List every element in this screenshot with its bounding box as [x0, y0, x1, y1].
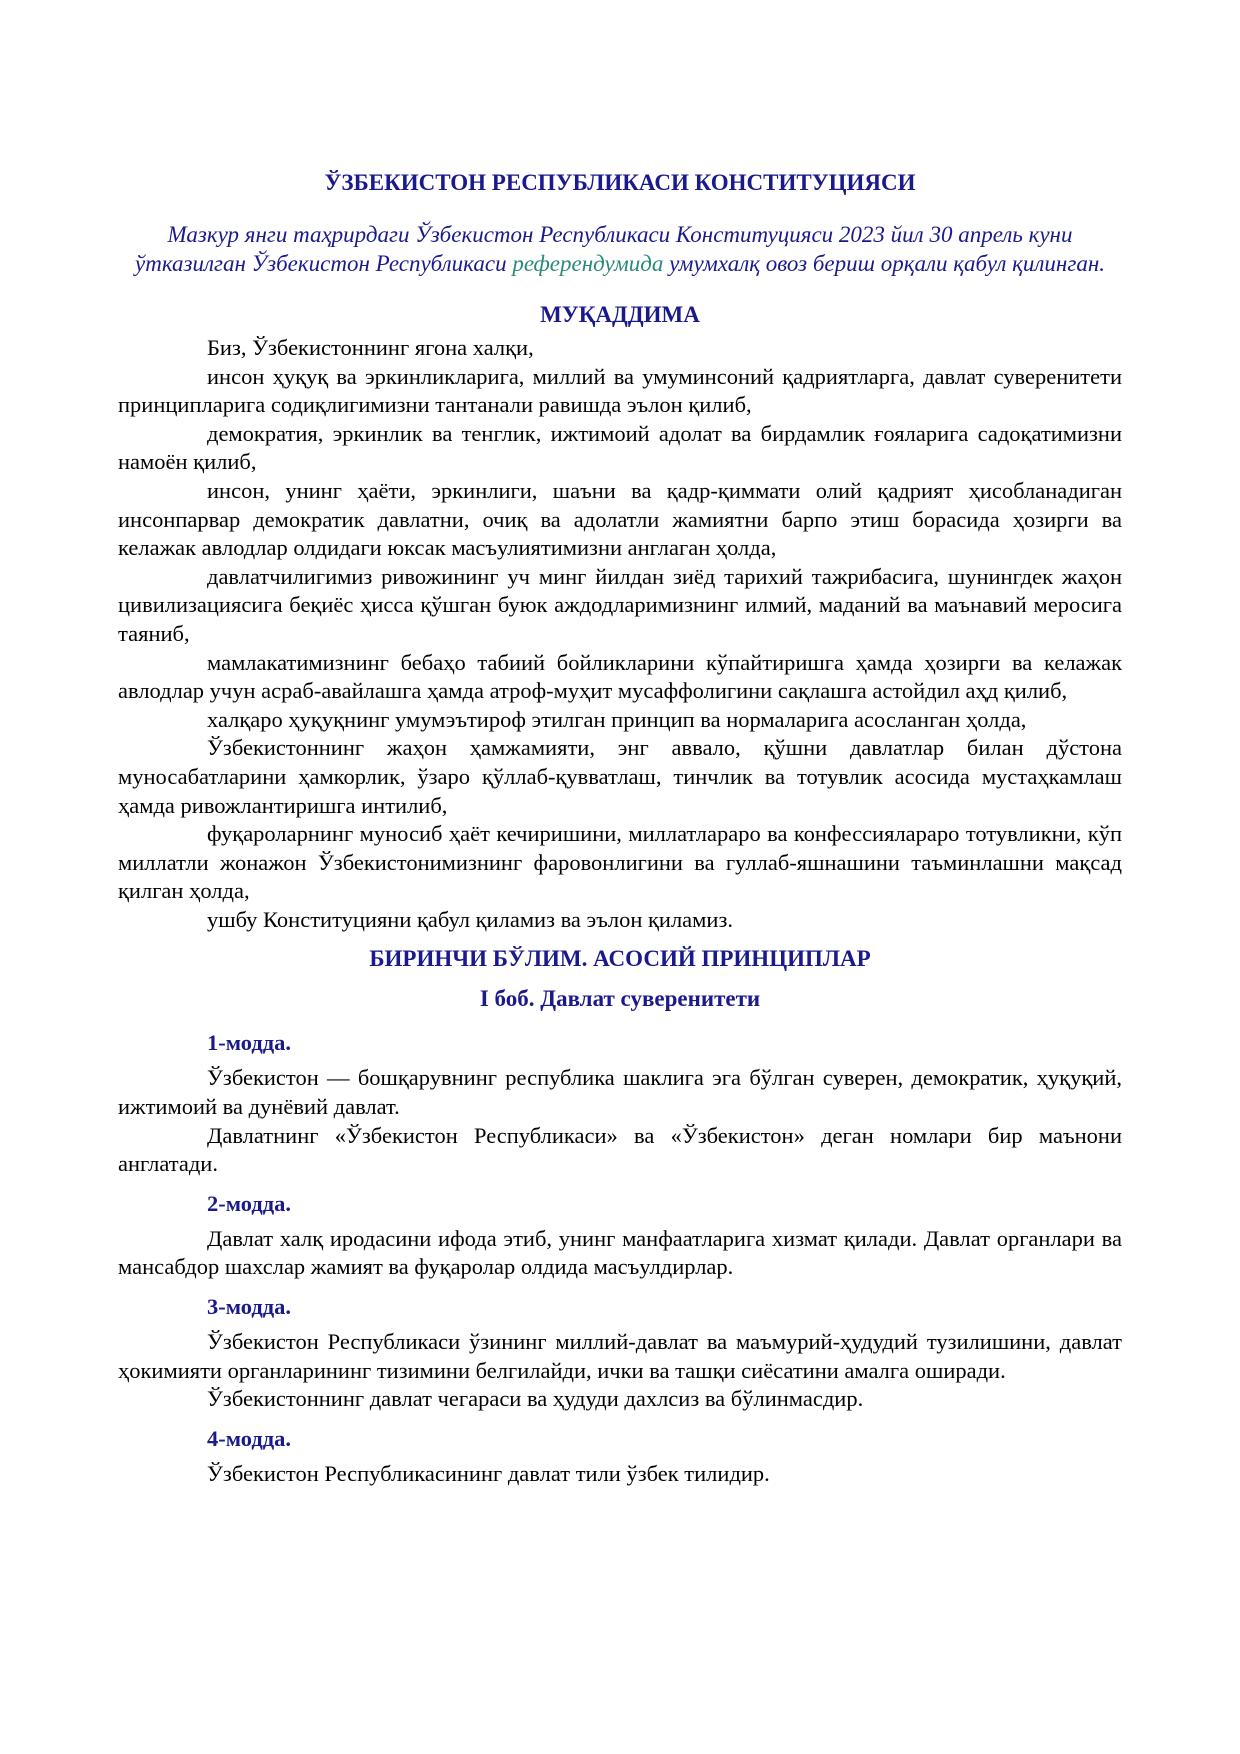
- preamble-paragraph: фуқароларнинг муносиб ҳаёт кечиришини, миллатлараро ва конфессиялараро тотувликни, кўп миллатли жонажон Ўзбекистонимизнинг фаровонлигини ва гуллаб-яшнашини таъминлашни мақсад қилган ҳолда,: [118, 821, 1122, 904]
- preamble-paragraph: давлатчилигимиз ривожининг уч минг йилдан зиёд тарихий тажрибасига, шунингдек жаҳон цивилизациясига беқиёс ҳисса қўшган буюк аждодларимизнинг илмий, маданий ва маънавий меросига таяниб,: [118, 563, 1122, 646]
- intro-text-end: умумхалқ овоз бериш орқали қабул қилинган.: [663, 251, 1105, 276]
- article-paragraph: Давлатнинг «Ўзбекистон Республикаси» ва «Ўзбекистон» деган номлари бир маънони англатади.: [118, 1122, 1122, 1177]
- part-one-heading: БИРИНЧИ БЎЛИМ. АСОСИЙ ПРИНЦИПЛАР: [369, 946, 871, 972]
- preamble-paragraph: демократия, эркинлик ва тенглик, ижтимоий адолат ва бирдамлик ғояларига садоқатимизни намоён қилиб,: [118, 420, 1122, 475]
- document-title: ЎЗБЕКИСТОН РЕСПУБЛИКАСИ КОНСТИТУЦИЯСИ: [324, 170, 916, 195]
- article-title: 3-модда.: [207, 1294, 292, 1320]
- article-2: [118, 1189, 1122, 1282]
- preamble-paragraph: инсон, унинг ҳаёти, эркинлиги, шаъни ва қадр-қиммати олий қадрият ҳисобланадиган инсонпарвар демократик давлатни, очиқ ва адолатли жамиятни барпо этиш борасида ҳозирги ва келажак авлодлар олдидаги юксак масъулиятимизни англаган ҳолда,: [118, 477, 1122, 561]
- article-paragraph: Ўзбекистон Республикасининг давлат тили ўзбек тилидир.: [207, 1460, 770, 1486]
- article-paragraph: Ўзбекистоннинг давлат чегараси ва ҳудуди дахлсиз ва бўлинмасдир.: [207, 1386, 864, 1412]
- document-page: [118, 168, 1122, 1488]
- preamble-paragraph: мамлакатимизнинг бебаҳо табиий бойликларини кўпайтиришга ҳамда ҳозирги ва келажак авлодлар учун асраб-авайлашга ҳамда атроф-муҳит мусаффолигини сақлашга астойдил аҳд қилиб,: [118, 649, 1122, 704]
- intro-note: [118, 220, 1122, 278]
- preamble-paragraph: Биз, Ўзбекистоннинг ягона халқи,: [207, 335, 534, 360]
- article-paragraph: Ўзбекистон Республикаси ўзининг миллий-давлат ва маъмурий-ҳудудий тузилишини, давлат ҳокимияти органларининг тизимини белгилайди, ички ва ташқи сиёсатини амалга оширади.: [118, 1329, 1122, 1383]
- preamble-paragraph: халқаро ҳуқуқнинг умумэътироф этилган принцип ва нормаларига асосланган ҳолда,: [207, 706, 1027, 732]
- article-paragraph: Ўзбекистон — бошқарувнинг республика шаклига эга бўлган суверен, демократик, ҳуқуқий, ижтимоий ва дунёвий давлат.: [118, 1065, 1122, 1120]
- article-title: 4-модда.: [207, 1425, 292, 1451]
- article-title: 1-модда.: [207, 1030, 292, 1056]
- preamble-paragraph: Ўзбекистоннинг жаҳон ҳамжамияти, энг аввало, қўшни давлатлар билан дўстона муносабатларини ҳамкорлик, ўзаро қўллаб-қувватлаш, тинчлик ва тотувлик асосида мустаҳкамлаш ҳамда ривожлантиришга интилиб,: [118, 735, 1122, 818]
- preamble-body: [118, 334, 1122, 934]
- article-4: [118, 1424, 1122, 1489]
- preamble-paragraph: инсон ҳуқуқ ва эркинликларига, миллий ва умуминсоний қадриятларга, давлат суверенитети принципларига содиқлигимизни тантанали равишда эълон қилиб,: [118, 363, 1122, 418]
- article-3: [118, 1292, 1122, 1414]
- article-1: [118, 1028, 1122, 1178]
- chapter-one-heading: I боб. Давлат суверенитети: [479, 986, 761, 1012]
- article-title: 2-модда.: [207, 1190, 292, 1216]
- preamble-paragraph: ушбу Конституцияни қабул қиламиз ва эълон қиламиз.: [207, 906, 733, 932]
- referendum-link[interactable]: референдумида: [512, 251, 664, 276]
- intro-text-start: Мазкур янги таҳрирдаги Ўзбекистон Республикаси Конституцияси 2023 йил 30 апрель куни ўтказилган Ўзбекистон Республикаси: [135, 222, 1073, 276]
- preamble-heading: МУҚАДДИМА: [540, 302, 700, 327]
- article-paragraph: Давлат халқ иродасини ифода этиб, унинг манфаатларига хизмат қилади. Давлат органлари ва мансабдор шахслар жамият ва фуқаролар олдида масъулдирлар.: [118, 1225, 1122, 1280]
